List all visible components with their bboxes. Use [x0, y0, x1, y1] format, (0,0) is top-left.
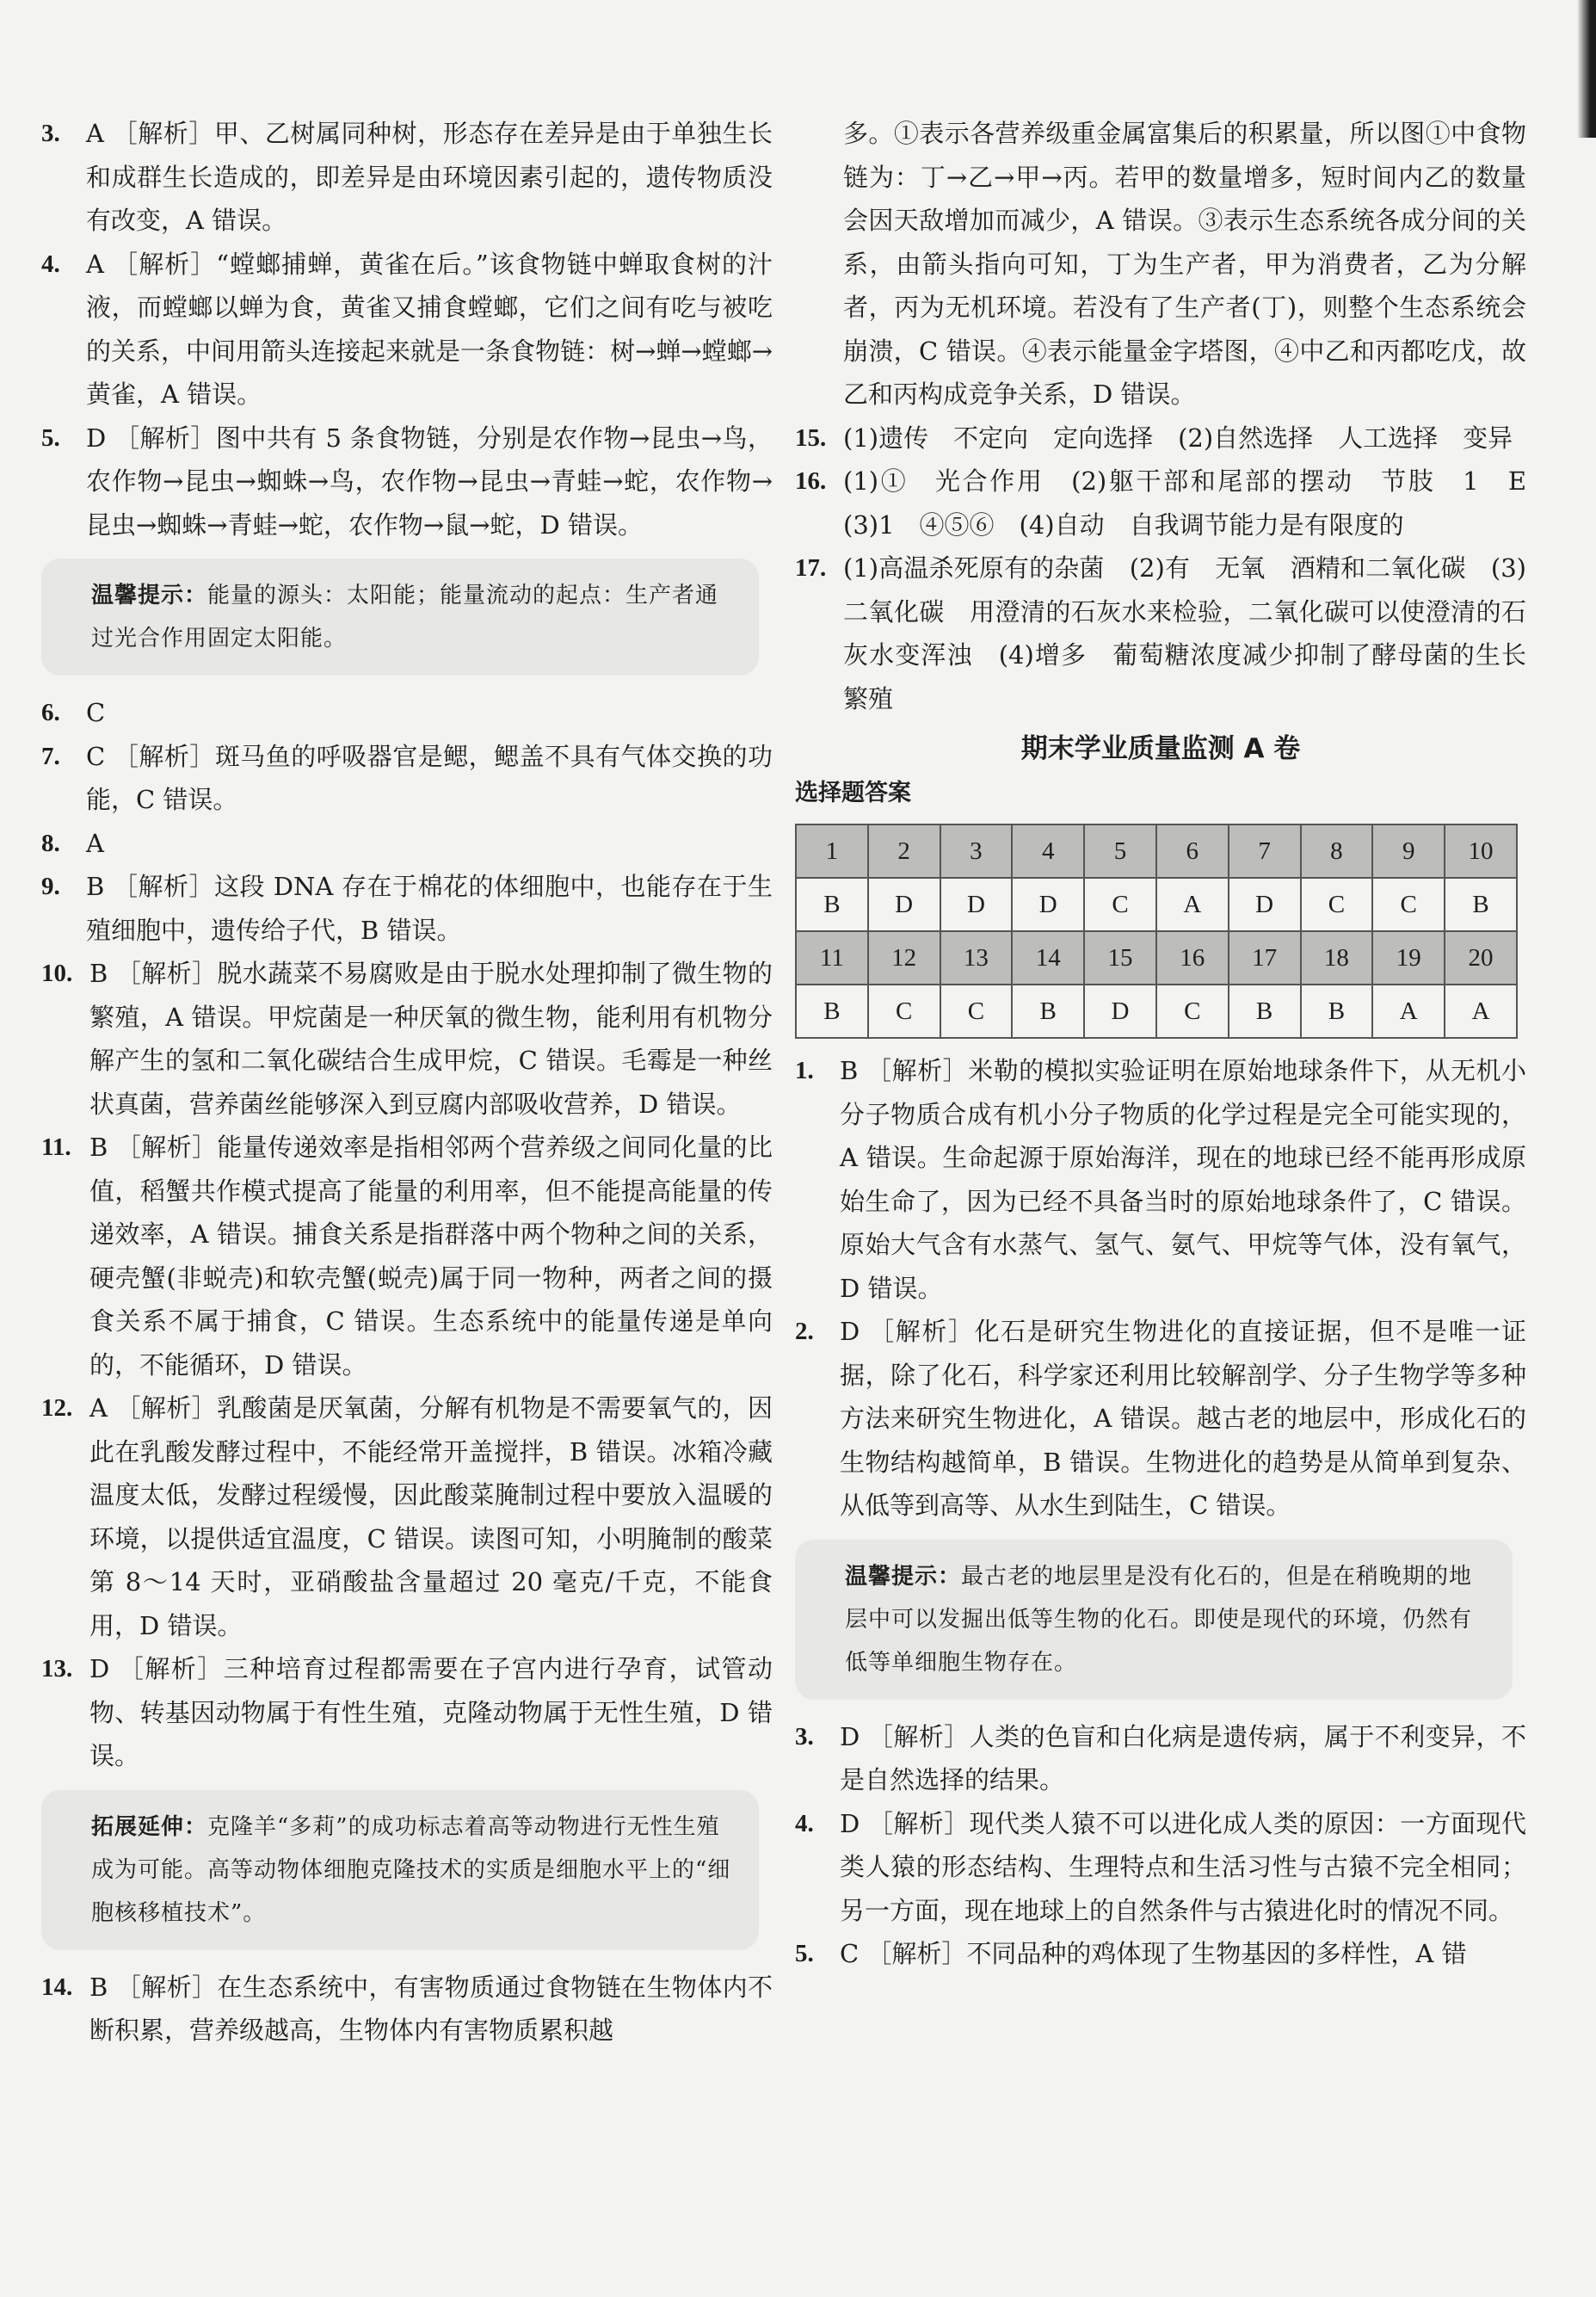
- answer-item: [41, 1126, 773, 1386]
- answer-number-cell: 12: [868, 931, 940, 985]
- answer-number-cell: 16: [1156, 931, 1229, 985]
- answer-letter-cell: D: [1012, 878, 1084, 931]
- item-number: 12.: [41, 1394, 73, 1422]
- answer-number-cell: 3: [940, 824, 1013, 878]
- item-text: D ［解析］图中共有 5 条食物链，分别是农作物→昆虫→鸟，农作物→昆虫→蜘蛛→鸟，农作物→昆虫→青蛙→蛇，农作物→昆虫→蜘蛛→青蛙→蛇，农作物→鼠→蛇，D 错误。: [86, 423, 773, 540]
- item-text: A ［解析］乳酸菌是厌氧菌，分解有机物是不需要氧气的，因此在乳酸发酵过程中，不能经常开盖搅拌，B 错误。冰箱冷藏温度太低，发酵过程缓慢，因此酸菜腌制过程中要放入温暖的环境，以提供适宜温度，C 错误。读图可知，小明腌制的酸菜第 8～14 天时，亚硝酸盐含量超过 20 毫克/千克，不能食用，D 错误。: [89, 1393, 773, 1640]
- tip-box: [41, 559, 759, 676]
- item-number: 5.: [41, 423, 60, 452]
- answer-number-cell: 5: [1084, 824, 1156, 878]
- item-text: D ［解析］人类的色盲和白化病是遗传病，属于不利变异，不是自然选择的结果。: [840, 1721, 1526, 1794]
- answer-number-cell: 4: [1012, 824, 1084, 878]
- answer-letter-cell: D: [868, 878, 940, 931]
- answer-number-cell: 7: [1229, 824, 1301, 878]
- item-text: B ［解析］米勒的模拟实验证明在原始地球条件下，从无机小分子物质合成有机小分子物质的化学过程是完全可能实现的，A 错误。生命起源于原始海洋，现在的地球已经不能再形成原始生命了，因为已经不具备当时的原始地球条件了，C 错误。原始大气含有水蒸气、氢气、氨气、甲烷等气体，没有氧气，D 错误。: [840, 1056, 1526, 1303]
- answer-letter-cell: C: [1084, 878, 1156, 931]
- answer-table-number-row: [796, 931, 1517, 985]
- answer-number-cell: 20: [1445, 931, 1517, 985]
- answer-item: [41, 1647, 773, 1778]
- tip-label: 拓展延伸：: [91, 1813, 208, 1840]
- item-text: A ［解析］“螳螂捕蝉，黄雀在后。”该食物链中蝉取食树的汁液，而螳螂以蝉为食，黄雀又捕食螳螂，它们之间有吃与被吃的关系，中间用箭头连接起来就是一条食物链：树→蝉→螳螂→黄雀，A 错误。: [86, 249, 773, 409]
- item-number: 2.: [795, 1318, 814, 1345]
- item-text: 多。①表示各营养级重金属富集后的积累量，所以图①中食物链为：丁→乙→甲→丙。若甲的数量增多，短时间内乙的数量会因天敌增加而减少，A 错误。③表示生态系统各成分间的关系，由箭头指向可知，丁为生产者，甲为消费者，乙为分解者，丙为无机环境。若没有了生产者(丁)，则整个生态系统会崩溃，C 错误。④表示能量金字塔图，④中乙和丙都吃戊，故乙和丙构成竞争关系，D 错误。: [843, 119, 1526, 409]
- answer-item: [41, 417, 773, 547]
- answer-item: [41, 1386, 773, 1647]
- item-text: B ［解析］这段 DNA 存在于棉花的体细胞中，也能存在于生殖细胞中，遗传给子代，B 错误。: [86, 872, 773, 945]
- item-number: 6.: [41, 699, 60, 726]
- answer-letter-cell: B: [796, 878, 868, 931]
- answer-item: [41, 865, 773, 952]
- answer-number-cell: 14: [1012, 931, 1084, 985]
- item-number: 3.: [795, 1722, 814, 1751]
- answer-item: [795, 460, 1552, 546]
- item-number: 5.: [795, 1940, 814, 1967]
- answer-table-answer-row: [796, 985, 1517, 1038]
- answer-letter-cell: D: [940, 878, 1013, 931]
- item-number: 10.: [41, 960, 73, 987]
- answer-table: [795, 824, 1518, 1039]
- answer-letter-cell: C: [1372, 878, 1445, 931]
- answer-item: [41, 1966, 773, 2053]
- tip-label: 温馨提示：: [91, 583, 208, 608]
- answer-number-cell: 17: [1229, 931, 1301, 985]
- answer-number-cell: 19: [1372, 931, 1445, 985]
- answer-item: [795, 1932, 1526, 1976]
- answer-item: [41, 112, 773, 243]
- tip-box: [795, 1540, 1513, 1700]
- answer-letter-cell: A: [1372, 985, 1445, 1038]
- section-title: 期末学业质量监测 A 卷: [1020, 733, 1301, 764]
- answer-item: [41, 691, 773, 735]
- tip-label: 温馨提示：: [845, 1563, 962, 1590]
- answer-item: [795, 1802, 1526, 1933]
- answer-item: [41, 822, 773, 866]
- item-text: (1)高温杀死原有的杂菌 (2)有 无氧 酒精和二氧化碳 (3)二氧化碳 用澄清的石灰水来检验，二氧化碳可以使澄清的石灰水变浑浊 (4)增多 葡萄糖浓度减少抑制了酵母菌的生长繁殖: [843, 553, 1526, 713]
- answer-table-answer-row: [796, 878, 1517, 931]
- answer-letter-cell: C: [1156, 985, 1229, 1038]
- answer-letter-cell: A: [1445, 985, 1517, 1038]
- answer-number-cell: 6: [1156, 824, 1229, 878]
- answer-letter-cell: D: [1229, 878, 1301, 931]
- answer-item: [795, 1049, 1526, 1310]
- answer-item-continued: [795, 112, 1526, 417]
- item-text: B ［解析］在生态系统中，有害物质通过食物链在生物体内不断积累，营养级越高，生物体内有害物质累积越: [89, 1972, 773, 2045]
- item-number: 8.: [41, 829, 60, 857]
- answer-item: [41, 952, 773, 1126]
- item-number: 1.: [795, 1057, 814, 1084]
- item-text: A ［解析］甲、乙树属同种树，形态存在差异是由于单独生长和成群生长造成的，即差异是由环境因素引起的，遗传物质没有改变，A 错误。: [86, 119, 773, 235]
- answer-number-cell: 1: [796, 824, 868, 878]
- answer-letter-cell: B: [1445, 878, 1517, 931]
- answer-item: [41, 735, 773, 822]
- item-text: (1)① 光合作用 (2)躯干部和尾部的摆动 节肢 1 E (3)1 ④⑤⑥ (4)自动 自我调节能力是有限度的: [843, 466, 1552, 540]
- answer-item: [795, 1310, 1526, 1528]
- answer-number-cell: 18: [1301, 931, 1373, 985]
- item-number: 15.: [795, 423, 827, 452]
- item-text: D ［解析］现代类人猿不可以进化成人类的原因：一方面现代类人猿的形态结构、生理特点和生活习性与古猿不完全相同；另一方面，现在地球上的自然条件与古猿进化时的情况不同。: [840, 1808, 1526, 1925]
- item-text: A: [86, 828, 104, 858]
- extension-box: [41, 1790, 759, 1950]
- item-number: 13.: [41, 1655, 73, 1683]
- answer-letter-cell: B: [796, 985, 868, 1038]
- tip-text: 最古老的地层里是没有化石的，但是在稍晚期的地层中可以发掘出低等生物的化石。即使是现代的环境，仍然有低等单细胞生物存在。: [845, 1563, 1473, 1676]
- item-number: 11.: [41, 1133, 71, 1161]
- left-column: [41, 112, 773, 2053]
- answer-number-cell: 8: [1301, 824, 1373, 878]
- answer-number-cell: 2: [868, 824, 940, 878]
- item-number: 7.: [41, 742, 60, 770]
- answer-number-cell: 10: [1445, 824, 1517, 878]
- answer-number-cell: 11: [796, 931, 868, 985]
- item-number: 17.: [795, 554, 827, 582]
- item-text: B ［解析］能量传递效率是指相邻两个营养级之间同化量的比值，稻蟹共作模式提高了能量的利用率，但不能提高能量的传递效率，A 错误。捕食关系是指群落中两个物种之间的关系，硬壳蟹(非蜕壳)和软壳蟹(蜕壳)属于同一物种，两者之间的摄食关系不属于捕食，C 错误。生态系统中的能量传递是单向的，不能循环，D 错误。: [89, 1133, 773, 1380]
- tip-text: 克隆羊“多莉”的成功标志着高等动物进行无性生殖成为可能。高等动物体细胞克隆技术的实质是细胞水平上的“细胞核移植技术”。: [91, 1813, 731, 1926]
- answer-number-cell: 13: [940, 931, 1013, 985]
- answer-letter-cell: C: [940, 985, 1013, 1038]
- item-number: 16.: [795, 467, 827, 495]
- answer-letter-cell: C: [868, 985, 940, 1038]
- answer-letter-cell: B: [1229, 985, 1301, 1038]
- answer-table-label: 选择题答案: [795, 780, 911, 806]
- item-text: C ［解析］斑马鱼的呼吸器官是鳃，鳃盖不具有气体交换的功能，C 错误。: [86, 741, 773, 814]
- answer-item: [795, 417, 1526, 460]
- item-number: 4.: [41, 250, 60, 278]
- item-text: B ［解析］脱水蔬菜不易腐败是由于脱水处理抑制了微生物的繁殖，A 错误。甲烷菌是一种厌氧的微生物，能利用有机物分解产生的氢和二氧化碳结合生成甲烷，C 错误。毛霉是一种丝状真菌，营养菌丝能够深入到豆腐内部吸收营养，D 错误。: [89, 959, 773, 1119]
- answer-letter-cell: B: [1012, 985, 1084, 1038]
- answer-letter-cell: B: [1301, 985, 1373, 1038]
- answer-number-cell: 15: [1084, 931, 1156, 985]
- answer-letter-cell: A: [1156, 878, 1229, 931]
- item-text: D ［解析］化石是研究生物进化的直接证据，但不是唯一证据，除了化石，科学家还利用比较解剖学、分子生物学等多种方法来研究生物进化，A 错误。越古老的地层中，形成化石的生物结构越简单，B 错误。生物进化的趋势是从简单到复杂、从低等到高等、从水生到陆生，C 错误。: [840, 1317, 1526, 1520]
- answer-table-number-row: [796, 824, 1517, 878]
- answer-item: [41, 243, 773, 417]
- right-column: [795, 112, 1552, 1976]
- item-number: 14.: [41, 1973, 73, 2001]
- item-number-spacer: [795, 112, 843, 417]
- item-text: D ［解析］三种培育过程都需要在子宫内进行孕育，试管动物、转基因动物属于有性生殖，克隆动物属于无性生殖，D 错误。: [89, 1654, 773, 1770]
- answer-letter-cell: C: [1301, 878, 1373, 931]
- answer-letter-cell: D: [1084, 985, 1156, 1038]
- item-text: C ［解析］不同品种的鸡体现了生物基因的多样性，A 错: [840, 1939, 1467, 1968]
- answer-item: [795, 1715, 1526, 1802]
- item-text: (1)遗传 不定向 定向选择 (2)自然选择 人工选择 变异: [843, 423, 1513, 453]
- page-edge-shadow: [1577, 0, 1596, 138]
- answer-number-cell: 9: [1372, 824, 1445, 878]
- item-number: 9.: [41, 873, 60, 900]
- item-number: 4.: [795, 1809, 814, 1837]
- item-number: 3.: [41, 120, 60, 147]
- answer-item: [795, 546, 1526, 720]
- tip-text: 能量的源头：太阳能；能量流动的起点：生产者通过光合作用固定太阳能。: [91, 583, 719, 651]
- item-text: C: [86, 698, 106, 727]
